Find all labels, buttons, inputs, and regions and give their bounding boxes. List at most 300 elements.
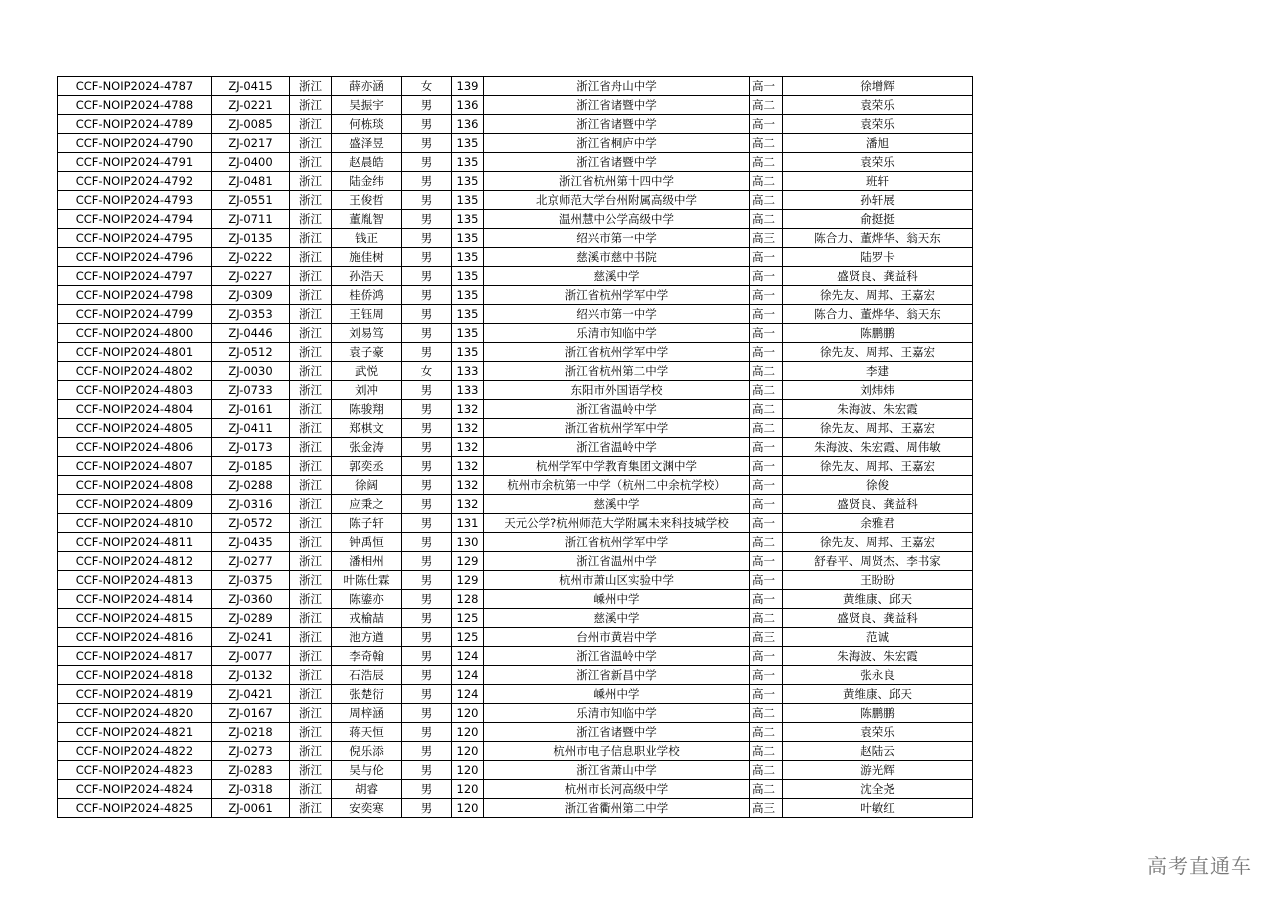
table-row (58, 77, 973, 96)
score-cell: 129 (452, 552, 484, 571)
contestant-id-cell: CCF-NOIP2024-4791 (58, 153, 212, 172)
coach-cell: 游光辉 (783, 761, 973, 780)
results-table (57, 76, 973, 818)
grade-cell: 高二 (750, 210, 783, 229)
school-cell: 北京师范大学台州附属高级中学 (484, 191, 750, 210)
grade-cell: 高二 (750, 704, 783, 723)
name-cell: 蒋天恒 (332, 723, 402, 742)
gender-cell: 男 (402, 514, 452, 533)
table-row (58, 609, 973, 628)
contestant-id-cell: CCF-NOIP2024-4816 (58, 628, 212, 647)
score-cell: 120 (452, 780, 484, 799)
province-cell: 浙江 (290, 628, 332, 647)
entry-code-cell: ZJ-0061 (212, 799, 290, 818)
grade-cell: 高二 (750, 172, 783, 191)
grade-cell: 高一 (750, 590, 783, 609)
contestant-id-cell: CCF-NOIP2024-4794 (58, 210, 212, 229)
coach-cell: 叶敏红 (783, 799, 973, 818)
gender-cell: 男 (402, 628, 452, 647)
province-cell: 浙江 (290, 666, 332, 685)
school-cell: 浙江省舟山中学 (484, 77, 750, 96)
name-cell: 何栋琰 (332, 115, 402, 134)
score-cell: 135 (452, 229, 484, 248)
school-cell: 浙江省杭州学军中学 (484, 533, 750, 552)
table-row (58, 723, 973, 742)
province-cell: 浙江 (290, 381, 332, 400)
score-cell: 135 (452, 267, 484, 286)
table-row (58, 438, 973, 457)
gender-cell: 男 (402, 723, 452, 742)
grade-cell: 高二 (750, 362, 783, 381)
score-cell: 132 (452, 438, 484, 457)
contestant-id-cell: CCF-NOIP2024-4803 (58, 381, 212, 400)
contestant-id-cell: CCF-NOIP2024-4811 (58, 533, 212, 552)
entry-code-cell: ZJ-0132 (212, 666, 290, 685)
school-cell: 浙江省温岭中学 (484, 647, 750, 666)
table-row (58, 666, 973, 685)
name-cell: 倪乐添 (332, 742, 402, 761)
contestant-id-cell: CCF-NOIP2024-4800 (58, 324, 212, 343)
entry-code-cell: ZJ-0277 (212, 552, 290, 571)
gender-cell: 男 (402, 666, 452, 685)
gender-cell: 男 (402, 115, 452, 134)
score-cell: 135 (452, 210, 484, 229)
grade-cell: 高三 (750, 628, 783, 647)
entry-code-cell: ZJ-0218 (212, 723, 290, 742)
table-row (58, 647, 973, 666)
coach-cell: 盛贤良、龚益科 (783, 609, 973, 628)
school-cell: 浙江省杭州学军中学 (484, 343, 750, 362)
table-row (58, 286, 973, 305)
gender-cell: 男 (402, 400, 452, 419)
entry-code-cell: ZJ-0512 (212, 343, 290, 362)
grade-cell: 高二 (750, 780, 783, 799)
province-cell: 浙江 (290, 248, 332, 267)
contestant-id-cell: CCF-NOIP2024-4804 (58, 400, 212, 419)
name-cell: 潘相州 (332, 552, 402, 571)
gender-cell: 男 (402, 552, 452, 571)
table-row (58, 742, 973, 761)
province-cell: 浙江 (290, 514, 332, 533)
school-cell: 杭州市萧山区实验中学 (484, 571, 750, 590)
grade-cell: 高一 (750, 324, 783, 343)
school-cell: 绍兴市第一中学 (484, 229, 750, 248)
score-cell: 132 (452, 476, 484, 495)
score-cell: 139 (452, 77, 484, 96)
entry-code-cell: ZJ-0446 (212, 324, 290, 343)
gender-cell: 男 (402, 609, 452, 628)
name-cell: 王俊哲 (332, 191, 402, 210)
entry-code-cell: ZJ-0551 (212, 191, 290, 210)
coach-cell: 徐先友、周邦、王嘉宏 (783, 419, 973, 438)
school-cell: 杭州市长河高级中学 (484, 780, 750, 799)
coach-cell: 徐先友、周邦、王嘉宏 (783, 533, 973, 552)
gender-cell: 男 (402, 571, 452, 590)
contestant-id-cell: CCF-NOIP2024-4789 (58, 115, 212, 134)
school-cell: 浙江省衢州第二中学 (484, 799, 750, 818)
province-cell: 浙江 (290, 723, 332, 742)
grade-cell: 高一 (750, 647, 783, 666)
grade-cell: 高二 (750, 419, 783, 438)
grade-cell: 高二 (750, 761, 783, 780)
coach-cell: 袁荣乐 (783, 723, 973, 742)
coach-cell: 陈鹏鹏 (783, 324, 973, 343)
province-cell: 浙江 (290, 438, 332, 457)
entry-code-cell: ZJ-0185 (212, 457, 290, 476)
name-cell: 应秉之 (332, 495, 402, 514)
score-cell: 125 (452, 628, 484, 647)
table-row (58, 533, 973, 552)
entry-code-cell: ZJ-0435 (212, 533, 290, 552)
entry-code-cell: ZJ-0221 (212, 96, 290, 115)
score-cell: 132 (452, 419, 484, 438)
table-row (58, 134, 973, 153)
score-cell: 125 (452, 609, 484, 628)
gender-cell: 男 (402, 248, 452, 267)
name-cell: 叶陈仕霖 (332, 571, 402, 590)
coach-cell: 舒春平、周贤杰、李书家 (783, 552, 973, 571)
name-cell: 吴振宇 (332, 96, 402, 115)
table-row (58, 571, 973, 590)
coach-cell: 赵陆云 (783, 742, 973, 761)
province-cell: 浙江 (290, 799, 332, 818)
contestant-id-cell: CCF-NOIP2024-4820 (58, 704, 212, 723)
coach-cell: 徐先友、周邦、王嘉宏 (783, 457, 973, 476)
grade-cell: 高一 (750, 77, 783, 96)
school-cell: 浙江省桐庐中学 (484, 134, 750, 153)
table-row (58, 248, 973, 267)
grade-cell: 高二 (750, 96, 783, 115)
table-row (58, 324, 973, 343)
province-cell: 浙江 (290, 647, 332, 666)
grade-cell: 高二 (750, 609, 783, 628)
contestant-id-cell: CCF-NOIP2024-4823 (58, 761, 212, 780)
coach-cell: 李建 (783, 362, 973, 381)
grade-cell: 高二 (750, 191, 783, 210)
contestant-id-cell: CCF-NOIP2024-4810 (58, 514, 212, 533)
contestant-id-cell: CCF-NOIP2024-4798 (58, 286, 212, 305)
province-cell: 浙江 (290, 761, 332, 780)
gender-cell: 男 (402, 742, 452, 761)
entry-code-cell: ZJ-0222 (212, 248, 290, 267)
gender-cell: 男 (402, 343, 452, 362)
province-cell: 浙江 (290, 267, 332, 286)
score-cell: 136 (452, 115, 484, 134)
entry-code-cell: ZJ-0316 (212, 495, 290, 514)
score-cell: 120 (452, 742, 484, 761)
province-cell: 浙江 (290, 571, 332, 590)
table-row (58, 305, 973, 324)
name-cell: 施佳树 (332, 248, 402, 267)
name-cell: 石浩辰 (332, 666, 402, 685)
score-cell: 135 (452, 248, 484, 267)
contestant-id-cell: CCF-NOIP2024-4817 (58, 647, 212, 666)
score-cell: 133 (452, 381, 484, 400)
name-cell: 吴与伦 (332, 761, 402, 780)
table-row (58, 495, 973, 514)
province-cell: 浙江 (290, 457, 332, 476)
coach-cell: 班轩 (783, 172, 973, 191)
gender-cell: 男 (402, 134, 452, 153)
grade-cell: 高三 (750, 229, 783, 248)
name-cell: 董胤智 (332, 210, 402, 229)
entry-code-cell: ZJ-0173 (212, 438, 290, 457)
entry-code-cell: ZJ-0241 (212, 628, 290, 647)
table-row (58, 419, 973, 438)
gender-cell: 男 (402, 210, 452, 229)
table-row (58, 799, 973, 818)
score-cell: 132 (452, 457, 484, 476)
name-cell: 桂侨鸿 (332, 286, 402, 305)
table-row (58, 343, 973, 362)
school-cell: 浙江省诸暨中学 (484, 723, 750, 742)
table-row (58, 704, 973, 723)
name-cell: 薛亦涵 (332, 77, 402, 96)
school-cell: 浙江省杭州第十四中学 (484, 172, 750, 191)
school-cell: 台州市黄岩中学 (484, 628, 750, 647)
coach-cell: 盛贤良、龚益科 (783, 267, 973, 286)
coach-cell: 袁荣乐 (783, 96, 973, 115)
entry-code-cell: ZJ-0400 (212, 153, 290, 172)
school-cell: 天元公学?杭州师范大学附属未来科技城学校 (484, 514, 750, 533)
score-cell: 131 (452, 514, 484, 533)
coach-cell: 袁荣乐 (783, 153, 973, 172)
contestant-id-cell: CCF-NOIP2024-4792 (58, 172, 212, 191)
score-cell: 135 (452, 305, 484, 324)
name-cell: 张楚衍 (332, 685, 402, 704)
entry-code-cell: ZJ-0415 (212, 77, 290, 96)
entry-code-cell: ZJ-0375 (212, 571, 290, 590)
table-row (58, 229, 973, 248)
gender-cell: 男 (402, 685, 452, 704)
school-cell: 浙江省杭州学军中学 (484, 286, 750, 305)
score-cell: 128 (452, 590, 484, 609)
school-cell: 浙江省诸暨中学 (484, 96, 750, 115)
coach-cell: 陈鹏鹏 (783, 704, 973, 723)
entry-code-cell: ZJ-0353 (212, 305, 290, 324)
score-cell: 135 (452, 191, 484, 210)
contestant-id-cell: CCF-NOIP2024-4815 (58, 609, 212, 628)
table-row (58, 780, 973, 799)
grade-cell: 高二 (750, 381, 783, 400)
score-cell: 135 (452, 153, 484, 172)
name-cell: 郑棋文 (332, 419, 402, 438)
school-cell: 绍兴市第一中学 (484, 305, 750, 324)
province-cell: 浙江 (290, 115, 332, 134)
table-row (58, 96, 973, 115)
school-cell: 嵊州中学 (484, 590, 750, 609)
table-row (58, 267, 973, 286)
school-cell: 慈溪中学 (484, 609, 750, 628)
contestant-id-cell: CCF-NOIP2024-4821 (58, 723, 212, 742)
province-cell: 浙江 (290, 476, 332, 495)
grade-cell: 高二 (750, 134, 783, 153)
name-cell: 安奕寒 (332, 799, 402, 818)
entry-code-cell: ZJ-0217 (212, 134, 290, 153)
grade-cell: 高一 (750, 267, 783, 286)
gender-cell: 男 (402, 761, 452, 780)
grade-cell: 高一 (750, 457, 783, 476)
name-cell: 周梓涵 (332, 704, 402, 723)
province-cell: 浙江 (290, 362, 332, 381)
contestant-id-cell: CCF-NOIP2024-4797 (58, 267, 212, 286)
score-cell: 136 (452, 96, 484, 115)
name-cell: 袁子豪 (332, 343, 402, 362)
coach-cell: 俞挺挺 (783, 210, 973, 229)
province-cell: 浙江 (290, 495, 332, 514)
grade-cell: 高二 (750, 742, 783, 761)
gender-cell: 男 (402, 324, 452, 343)
contestant-id-cell: CCF-NOIP2024-4805 (58, 419, 212, 438)
school-cell: 浙江省诸暨中学 (484, 153, 750, 172)
grade-cell: 高一 (750, 286, 783, 305)
grade-cell: 高二 (750, 723, 783, 742)
school-cell: 浙江省杭州学军中学 (484, 419, 750, 438)
entry-code-cell: ZJ-0273 (212, 742, 290, 761)
contestant-id-cell: CCF-NOIP2024-4788 (58, 96, 212, 115)
table-row (58, 628, 973, 647)
school-cell: 浙江省杭州第二中学 (484, 362, 750, 381)
name-cell: 钟禹恒 (332, 533, 402, 552)
gender-cell: 男 (402, 381, 452, 400)
contestant-id-cell: CCF-NOIP2024-4801 (58, 343, 212, 362)
table-row (58, 191, 973, 210)
score-cell: 120 (452, 761, 484, 780)
table-row (58, 153, 973, 172)
score-cell: 124 (452, 647, 484, 666)
gender-cell: 男 (402, 780, 452, 799)
coach-cell: 朱海波、朱宏霞、周伟敏 (783, 438, 973, 457)
score-cell: 135 (452, 286, 484, 305)
gender-cell: 男 (402, 153, 452, 172)
gender-cell: 女 (402, 362, 452, 381)
grade-cell: 高一 (750, 495, 783, 514)
name-cell: 李奇翰 (332, 647, 402, 666)
score-cell: 120 (452, 723, 484, 742)
gender-cell: 男 (402, 229, 452, 248)
score-cell: 132 (452, 495, 484, 514)
table-body (58, 77, 973, 818)
contestant-id-cell: CCF-NOIP2024-4796 (58, 248, 212, 267)
gender-cell: 男 (402, 495, 452, 514)
entry-code-cell: ZJ-0135 (212, 229, 290, 248)
coach-cell: 孙轩展 (783, 191, 973, 210)
school-cell: 浙江省温岭中学 (484, 438, 750, 457)
province-cell: 浙江 (290, 305, 332, 324)
entry-code-cell: ZJ-0411 (212, 419, 290, 438)
coach-cell: 盛贤良、龚益科 (783, 495, 973, 514)
grade-cell: 高一 (750, 476, 783, 495)
score-cell: 120 (452, 704, 484, 723)
table-row (58, 457, 973, 476)
table-row (58, 476, 973, 495)
contestant-id-cell: CCF-NOIP2024-4825 (58, 799, 212, 818)
province-cell: 浙江 (290, 77, 332, 96)
school-cell: 慈溪中学 (484, 495, 750, 514)
province-cell: 浙江 (290, 96, 332, 115)
coach-cell: 张永良 (783, 666, 973, 685)
score-cell: 120 (452, 799, 484, 818)
entry-code-cell: ZJ-0085 (212, 115, 290, 134)
name-cell: 赵晨皓 (332, 153, 402, 172)
grade-cell: 高一 (750, 514, 783, 533)
grade-cell: 高一 (750, 438, 783, 457)
entry-code-cell: ZJ-0077 (212, 647, 290, 666)
contestant-id-cell: CCF-NOIP2024-4807 (58, 457, 212, 476)
score-cell: 124 (452, 666, 484, 685)
grade-cell: 高一 (750, 571, 783, 590)
entry-code-cell: ZJ-0161 (212, 400, 290, 419)
school-cell: 杭州市余杭第一中学（杭州二中余杭学校） (484, 476, 750, 495)
coach-cell: 余雅君 (783, 514, 973, 533)
table-row (58, 552, 973, 571)
entry-code-cell: ZJ-0481 (212, 172, 290, 191)
table-row (58, 115, 973, 134)
contestant-id-cell: CCF-NOIP2024-4790 (58, 134, 212, 153)
gender-cell: 男 (402, 476, 452, 495)
gender-cell: 男 (402, 267, 452, 286)
name-cell: 郭奕丞 (332, 457, 402, 476)
school-cell: 杭州学军中学教育集团文渊中学 (484, 457, 750, 476)
score-cell: 135 (452, 343, 484, 362)
gender-cell: 女 (402, 77, 452, 96)
province-cell: 浙江 (290, 552, 332, 571)
province-cell: 浙江 (290, 343, 332, 362)
name-cell: 陈骏翔 (332, 400, 402, 419)
entry-code-cell: ZJ-0167 (212, 704, 290, 723)
score-cell: 133 (452, 362, 484, 381)
province-cell: 浙江 (290, 134, 332, 153)
province-cell: 浙江 (290, 286, 332, 305)
entry-code-cell: ZJ-0289 (212, 609, 290, 628)
school-cell: 浙江省萧山中学 (484, 761, 750, 780)
table-row (58, 172, 973, 191)
province-cell: 浙江 (290, 324, 332, 343)
coach-cell: 黄维康、邱天 (783, 590, 973, 609)
grade-cell: 高一 (750, 343, 783, 362)
score-cell: 129 (452, 571, 484, 590)
coach-cell: 陈合力、董烨华、翁天东 (783, 305, 973, 324)
gender-cell: 男 (402, 590, 452, 609)
gender-cell: 男 (402, 457, 452, 476)
name-cell: 张金涛 (332, 438, 402, 457)
province-cell: 浙江 (290, 742, 332, 761)
entry-code-cell: ZJ-0283 (212, 761, 290, 780)
coach-cell: 朱海波、朱宏霞 (783, 647, 973, 666)
province-cell: 浙江 (290, 704, 332, 723)
grade-cell: 高一 (750, 115, 783, 134)
school-cell: 杭州市电子信息职业学校 (484, 742, 750, 761)
grade-cell: 高三 (750, 799, 783, 818)
province-cell: 浙江 (290, 419, 332, 438)
entry-code-cell: ZJ-0421 (212, 685, 290, 704)
score-cell: 132 (452, 400, 484, 419)
name-cell: 刘易笃 (332, 324, 402, 343)
name-cell: 陈子轩 (332, 514, 402, 533)
score-cell: 135 (452, 172, 484, 191)
score-cell: 135 (452, 324, 484, 343)
grade-cell: 高二 (750, 153, 783, 172)
province-cell: 浙江 (290, 609, 332, 628)
school-cell: 慈溪中学 (484, 267, 750, 286)
table-row (58, 590, 973, 609)
name-cell: 徐阔 (332, 476, 402, 495)
name-cell: 陈鎏亦 (332, 590, 402, 609)
coach-cell: 黄维康、邱天 (783, 685, 973, 704)
school-cell: 浙江省新昌中学 (484, 666, 750, 685)
entry-code-cell: ZJ-0318 (212, 780, 290, 799)
name-cell: 池方遒 (332, 628, 402, 647)
